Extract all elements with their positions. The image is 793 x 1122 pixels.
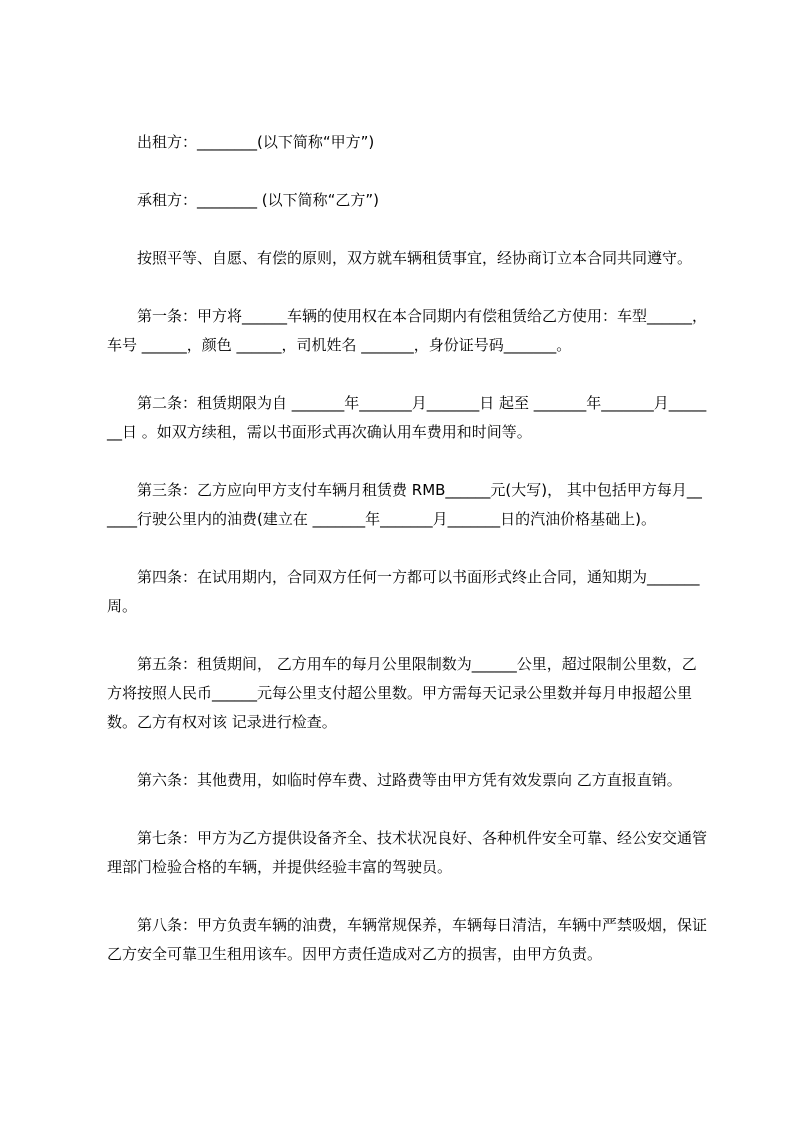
article-8: 第八条：甲方负责车辆的油费，车辆常规保养，车辆每日清洁，车辆中严禁吸烟，保证乙方安全可靠卫生租用该车。因甲方责任造成对乙方的损害，由甲方负责。 (107, 916, 708, 963)
spacer (107, 157, 707, 186)
lessor-line: 出租方：________(以下简称“甲方”) (137, 133, 375, 151)
article-6: 第六条：其他费用，如临时停车费、过路费等由甲方凭有效发票向 乙方直报直销。 (137, 771, 682, 789)
lessee-line: 承租方：________ (以下简称“乙方”) (137, 191, 380, 209)
spacer (107, 534, 707, 563)
spacer (107, 273, 707, 302)
spacer (107, 795, 707, 824)
contract-page (107, 128, 707, 969)
spacer (107, 737, 707, 766)
article-5: 第五条：租赁期间， 乙方用车的每月公里限制数为______公里，超过限制公里数，乙方将按照人民币______元每公里支付超公里数。甲方需每天记录公里数并每月申报超公里数。乙方有权对该 记录进行检查。 (107, 655, 697, 731)
article-4: 第四条：在试用期内，合同双方任何一方都可以书面形式终止合同，通知期为_______周。 (107, 568, 700, 615)
article-1: 第一条：甲方将______车辆的使用权在本合同期内有偿租赁给乙方使用：车型______，车号 ______，颜色 ______，司机姓名 _______，身份证号码_______。 (107, 307, 708, 354)
spacer (107, 447, 707, 476)
article-3: 第三条：乙方应向甲方支付车辆月租赁费 RMB______元(大写)， 其中包括甲方每月______行驶公里内的油费(建立在 _______年_______月_______日的汽油价格基础上)。 (107, 481, 702, 528)
spacer (107, 360, 707, 389)
article-7: 第七条：甲方为乙方提供设备齐全、技术状况良好、各种机件安全可靠、经公安交通管理部门检验合格的车辆，并提供经验丰富的驾驶员。 (107, 829, 708, 876)
spacer (107, 215, 707, 244)
spacer (107, 621, 707, 650)
spacer (107, 882, 707, 911)
preamble-paragraph: 按照平等、自愿、有偿的原则，双方就车辆租赁事宜，经协商订立本合同共同遵守。 (137, 249, 693, 267)
article-2: 第二条：租赁期限为自 _______年_______月_______日 起至 _______年_______月_______日 。如双方续租，需以书面形式再次确认用车费用和时间等。 (107, 394, 707, 441)
